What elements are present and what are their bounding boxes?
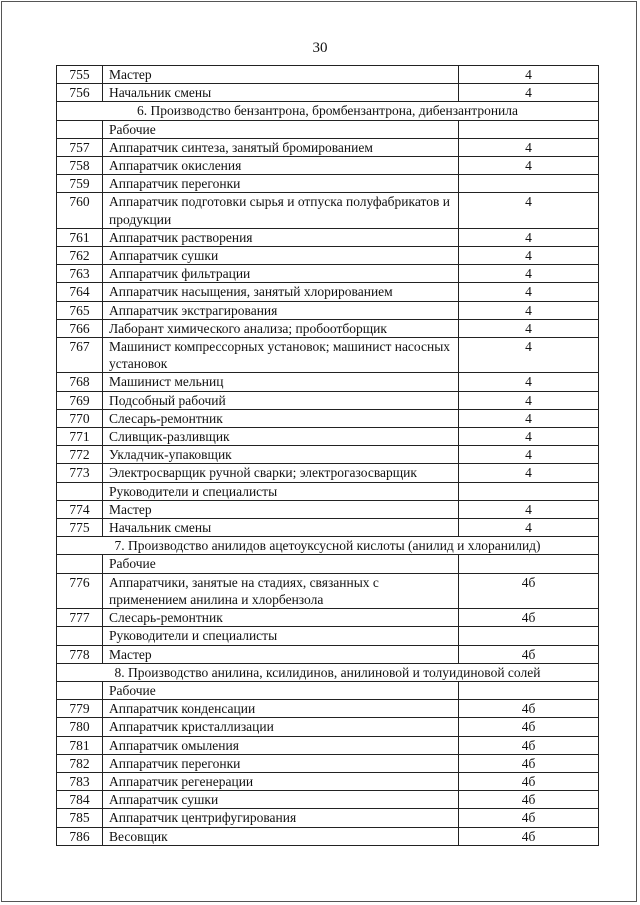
section-row	[57, 663, 599, 681]
table-row	[57, 265, 599, 283]
profession-title: Сливщик-разливщик	[103, 428, 459, 446]
table-row	[57, 772, 599, 790]
profession-title: Начальник смены	[103, 84, 459, 102]
row-number: 766	[57, 319, 103, 337]
row-number: 770	[57, 409, 103, 427]
hazard-group: 4б	[459, 573, 599, 608]
table-row	[57, 228, 599, 246]
category-subheading: Рабочие	[103, 681, 459, 699]
table-row	[57, 446, 599, 464]
empty-cell	[459, 482, 599, 500]
row-number: 764	[57, 283, 103, 301]
profession-table	[56, 65, 599, 846]
row-number: 760	[57, 193, 103, 228]
table-row	[57, 718, 599, 736]
table-row	[57, 736, 599, 754]
profession-title: Аппаратчик регенерации	[103, 772, 459, 790]
row-number: 783	[57, 772, 103, 790]
hazard-group: 4б	[459, 700, 599, 718]
row-number: 780	[57, 718, 103, 736]
empty-cell	[57, 120, 103, 138]
hazard-group: 4б	[459, 736, 599, 754]
category-subheading: Рабочие	[103, 120, 459, 138]
table-row	[57, 84, 599, 102]
profession-title: Электросварщик ручной сварки; электрогазосварщик	[103, 464, 459, 482]
table-row	[57, 283, 599, 301]
hazard-group: 4	[459, 319, 599, 337]
category-subheading: Руководители и специалисты	[103, 482, 459, 500]
hazard-group: 4	[459, 338, 599, 373]
profession-title: Машинист мельниц	[103, 373, 459, 391]
table-row	[57, 645, 599, 663]
subheading-row	[57, 681, 599, 699]
table-row	[57, 609, 599, 627]
table-row	[57, 409, 599, 427]
profession-title: Аппаратчик экстрагирования	[103, 301, 459, 319]
table-row	[57, 573, 599, 608]
table-row	[57, 138, 599, 156]
row-number: 784	[57, 791, 103, 809]
table-row	[57, 247, 599, 265]
hazard-group: 4	[459, 391, 599, 409]
row-number: 763	[57, 265, 103, 283]
table-row	[57, 791, 599, 809]
section-heading: 8. Производство анилина, ксилидинов, анилиновой и толуидиновой солей	[57, 663, 599, 681]
hazard-group: 4	[459, 84, 599, 102]
section-row	[57, 537, 599, 555]
hazard-group: 4	[459, 519, 599, 537]
profession-title: Аппаратчик насыщения, занятый хлорированием	[103, 283, 459, 301]
hazard-group: 4	[459, 301, 599, 319]
hazard-group: 4	[459, 373, 599, 391]
row-number: 785	[57, 809, 103, 827]
table-row	[57, 373, 599, 391]
table-row	[57, 428, 599, 446]
row-number: 772	[57, 446, 103, 464]
hazard-group: 4	[459, 283, 599, 301]
row-number: 767	[57, 338, 103, 373]
table-row	[57, 301, 599, 319]
row-number: 775	[57, 519, 103, 537]
row-number: 782	[57, 754, 103, 772]
row-number: 779	[57, 700, 103, 718]
profession-title: Аппаратчик растворения	[103, 228, 459, 246]
profession-title: Лаборант химического анализа; пробоотборщик	[103, 319, 459, 337]
table-row	[57, 338, 599, 373]
row-number: 759	[57, 175, 103, 193]
empty-cell	[57, 681, 103, 699]
hazard-group: 4	[459, 66, 599, 84]
table-row	[57, 175, 599, 193]
row-number: 773	[57, 464, 103, 482]
hazard-group: 4б	[459, 645, 599, 663]
hazard-group: 4б	[459, 772, 599, 790]
table-row	[57, 391, 599, 409]
table-row	[57, 66, 599, 84]
row-number: 761	[57, 228, 103, 246]
profession-title: Подсобный рабочий	[103, 391, 459, 409]
profession-title: Мастер	[103, 645, 459, 663]
table-row	[57, 809, 599, 827]
profession-title: Аппаратчик сушки	[103, 791, 459, 809]
profession-title: Мастер	[103, 500, 459, 518]
hazard-group: 4	[459, 409, 599, 427]
profession-title: Укладчик-упаковщик	[103, 446, 459, 464]
table-row	[57, 193, 599, 228]
section-heading: 7. Производство анилидов ацетоуксусной кислоты (анилид и хлоранилид)	[57, 537, 599, 555]
row-number: 781	[57, 736, 103, 754]
profession-title: Аппаратчик центрифугирования	[103, 809, 459, 827]
hazard-group: 4б	[459, 754, 599, 772]
hazard-group: 4	[459, 265, 599, 283]
profession-title: Аппаратчик конденсации	[103, 700, 459, 718]
subheading-row	[57, 627, 599, 645]
profession-title: Машинист компрессорных установок; машинист насосных установок	[103, 338, 459, 373]
row-number: 776	[57, 573, 103, 608]
hazard-group: 4б	[459, 609, 599, 627]
row-number: 768	[57, 373, 103, 391]
category-subheading: Рабочие	[103, 555, 459, 573]
row-number: 777	[57, 609, 103, 627]
row-number: 778	[57, 645, 103, 663]
page-number: 30	[312, 40, 328, 56]
row-number: 786	[57, 827, 103, 845]
profession-title: Аппаратчик подготовки сырья и отпуска полуфабрикатов и продукции	[103, 193, 459, 228]
table-row	[57, 519, 599, 537]
hazard-group	[459, 175, 599, 193]
empty-cell	[57, 555, 103, 573]
profession-title: Аппаратчики, занятые на стадиях, связанных с применением анилина и хлорбензола	[103, 573, 459, 608]
row-number: 755	[57, 66, 103, 84]
table-row	[57, 754, 599, 772]
hazard-group: 4	[459, 428, 599, 446]
empty-cell	[459, 627, 599, 645]
hazard-group: 4	[459, 157, 599, 175]
profession-title: Аппаратчик синтеза, занятый бромированием	[103, 138, 459, 156]
empty-cell	[57, 627, 103, 645]
hazard-group: 4б	[459, 791, 599, 809]
row-number: 774	[57, 500, 103, 518]
profession-title: Аппаратчик перегонки	[103, 754, 459, 772]
hazard-group: 4б	[459, 827, 599, 845]
table-row	[57, 157, 599, 175]
row-number: 771	[57, 428, 103, 446]
row-number: 762	[57, 247, 103, 265]
empty-cell	[459, 555, 599, 573]
hazard-group: 4	[459, 138, 599, 156]
profession-title: Начальник смены	[103, 519, 459, 537]
section-row	[57, 102, 599, 120]
profession-title: Мастер	[103, 66, 459, 84]
profession-title: Весовщик	[103, 827, 459, 845]
hazard-group: 4	[459, 193, 599, 228]
profession-title: Аппаратчик фильтрации	[103, 265, 459, 283]
subheading-row	[57, 555, 599, 573]
empty-cell	[459, 120, 599, 138]
hazard-group: 4	[459, 500, 599, 518]
section-heading: 6. Производство бензантрона, бромбензантрона, дибензантронила	[57, 102, 599, 120]
empty-cell	[459, 681, 599, 699]
row-number: 769	[57, 391, 103, 409]
subheading-row	[57, 482, 599, 500]
hazard-group: 4	[459, 446, 599, 464]
table-row	[57, 500, 599, 518]
profession-title: Аппаратчик окисления	[103, 157, 459, 175]
row-number: 757	[57, 138, 103, 156]
profession-title: Аппаратчик сушки	[103, 247, 459, 265]
subheading-row	[57, 120, 599, 138]
hazard-group: 4	[459, 228, 599, 246]
hazard-group: 4б	[459, 718, 599, 736]
row-number: 758	[57, 157, 103, 175]
hazard-group: 4б	[459, 809, 599, 827]
profession-title: Слесарь-ремонтник	[103, 609, 459, 627]
row-number: 756	[57, 84, 103, 102]
table-row	[57, 700, 599, 718]
profession-title: Аппаратчик перегонки	[103, 175, 459, 193]
table-row	[57, 464, 599, 482]
profession-title: Аппаратчик кристаллизации	[103, 718, 459, 736]
profession-title: Слесарь-ремонтник	[103, 409, 459, 427]
empty-cell	[57, 482, 103, 500]
table-row	[57, 319, 599, 337]
profession-title: Аппаратчик омыления	[103, 736, 459, 754]
table-row	[57, 827, 599, 845]
hazard-group: 4	[459, 247, 599, 265]
row-number: 765	[57, 301, 103, 319]
hazard-group: 4	[459, 464, 599, 482]
category-subheading: Руководители и специалисты	[103, 627, 459, 645]
